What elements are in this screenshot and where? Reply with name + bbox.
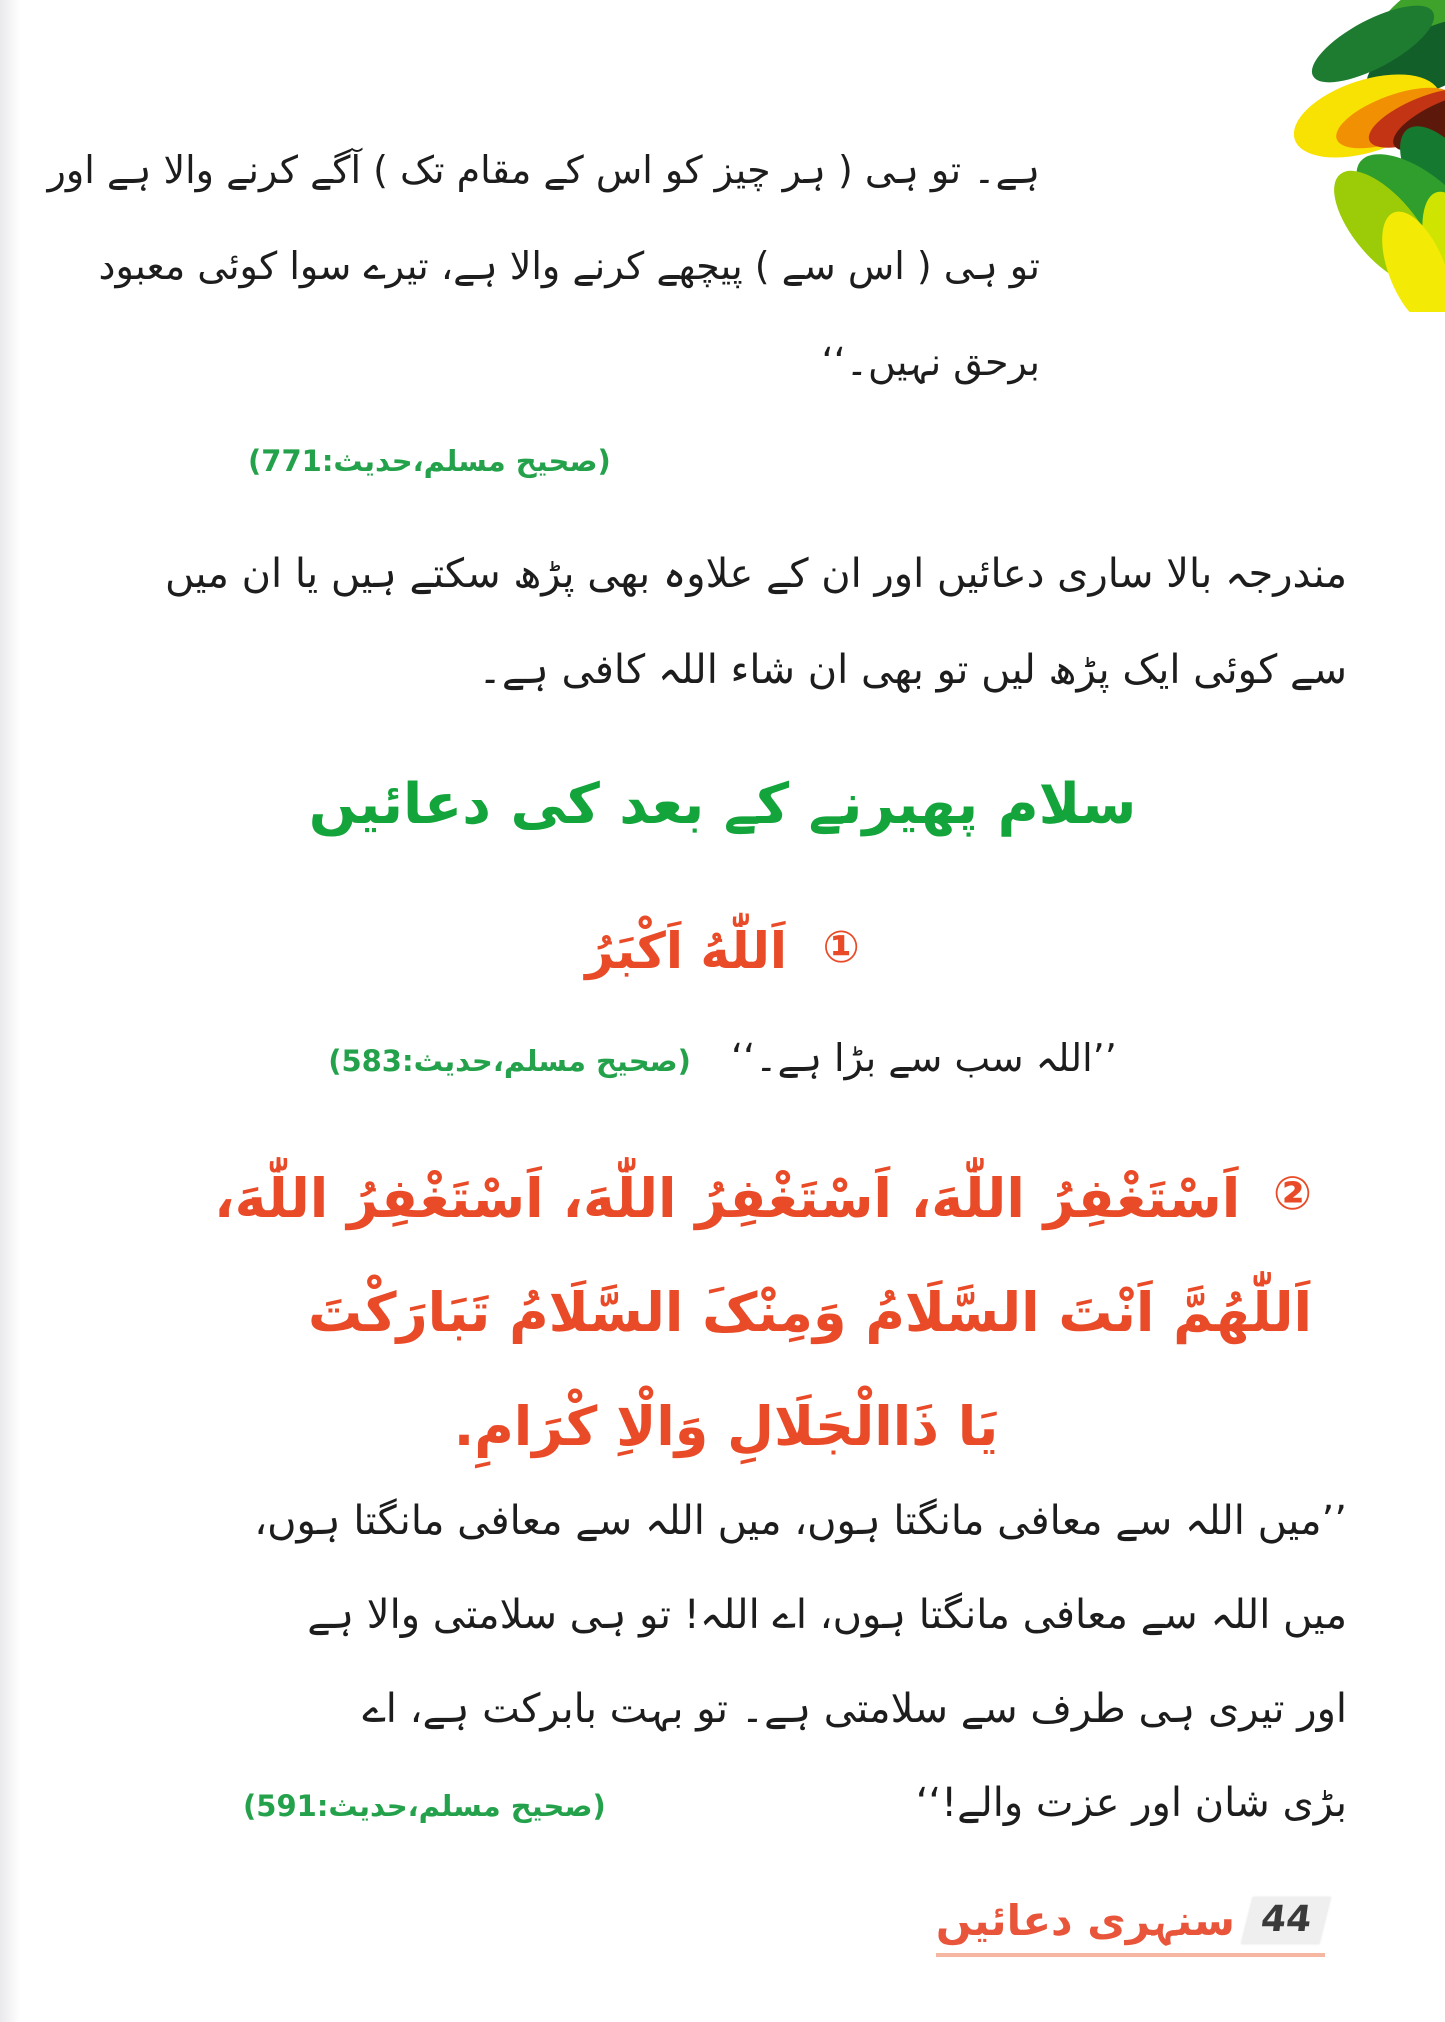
note-paragraph xyxy=(95,526,1347,718)
dua-2-arabic-line-3: یَا ذَاالْجَلَالِ وَالْاِ کْرَامِ. xyxy=(453,1395,999,1458)
note-line-2: سے کوئی ایک پڑھ لیں تو بھی ان شاء اللہ کافی ہے۔ xyxy=(478,647,1347,693)
dua-2-arabic-line-1 xyxy=(140,1136,1312,1256)
dua-2-translation-block xyxy=(95,1474,1347,1853)
dua-1-translation-line xyxy=(0,1036,1445,1080)
dua-2-translation-line-1: ’’میں اللہ سے معافی مانگتا ہوں، میں اللہ سے معافی مانگتا ہوں، xyxy=(254,1498,1347,1544)
intro-line-2: تو ہی ( اس سے ) پیچھے کرنے والا ہے، تیرے سوا کوئی معبود xyxy=(98,244,1040,288)
intro-paragraph xyxy=(47,122,1040,410)
section-heading: سلام پھیرنے کے بعد کی دعائیں xyxy=(308,772,1137,837)
page-footer xyxy=(936,1896,1325,1957)
dua-1-arabic-line xyxy=(0,922,1445,980)
hadith-reference-583: (صحیح مسلم،حدیث:583) xyxy=(328,1044,691,1078)
dua-1-arabic: اَللّٰهُ اَکْبَرُ xyxy=(585,922,788,980)
flower-logo-icon xyxy=(1265,0,1445,312)
dua-1-number-icon: ① xyxy=(822,922,860,973)
page-number-badge xyxy=(1241,1897,1331,1944)
dua-2-arabic-text-1: اَسْتَغْفِرُ اللّٰهَ، اَسْتَغْفِرُ اللّٰهَ، اَسْتَغْفِرُ اللّٰهَ، xyxy=(214,1167,1241,1230)
intro-line-1: ہے۔ تو ہی ( ہر چیز کو اس کے مقام تک ) آگے کرنے والا ہے اور xyxy=(47,148,1040,192)
page-edge-shadow xyxy=(0,0,20,2022)
hadith-reference-591: (صحیح مسلم،حدیث:591) xyxy=(243,1789,606,1823)
dua-2-number-icon: ② xyxy=(1273,1166,1312,1220)
intro-line-3: برحق نہیں۔‘‘ xyxy=(821,340,1040,384)
dua-2-translation-line-2: میں اللہ سے معافی مانگتا ہوں، اے اللہ! تو ہی سلامتی والا ہے xyxy=(307,1592,1347,1638)
hadith-reference-771: (صحیح مسلم،حدیث:771) xyxy=(248,444,611,478)
dua-2-translation-line-4 xyxy=(95,1756,1347,1853)
dua-2-arabic-block xyxy=(140,1136,1312,1484)
dua-2-translation-end: بڑی شان اور عزت والے!‘‘ xyxy=(915,1780,1347,1826)
dua-2-translation-line-3: اور تیری ہی طرف سے سلامتی ہے۔ تو بہت بابرکت ہے، اے xyxy=(362,1686,1347,1732)
dua-2-arabic-line-2: اَللّٰهُمَّ اَنْتَ السَّلَامُ وَمِنْکَ السَّلَامُ تَبَارَکْتَ xyxy=(308,1281,1312,1344)
book-title: سنہری دعائیں xyxy=(935,1896,1235,1945)
page-number: 44 xyxy=(1258,1899,1314,1940)
dua-1-translation: ’’اللہ سب سے بڑا ہے۔‘‘ xyxy=(731,1036,1117,1080)
note-line-1: مندرجہ بالا ساری دعائیں اور ان کے علاوہ بھی پڑھ سکتے ہیں یا ان میں xyxy=(164,551,1347,597)
